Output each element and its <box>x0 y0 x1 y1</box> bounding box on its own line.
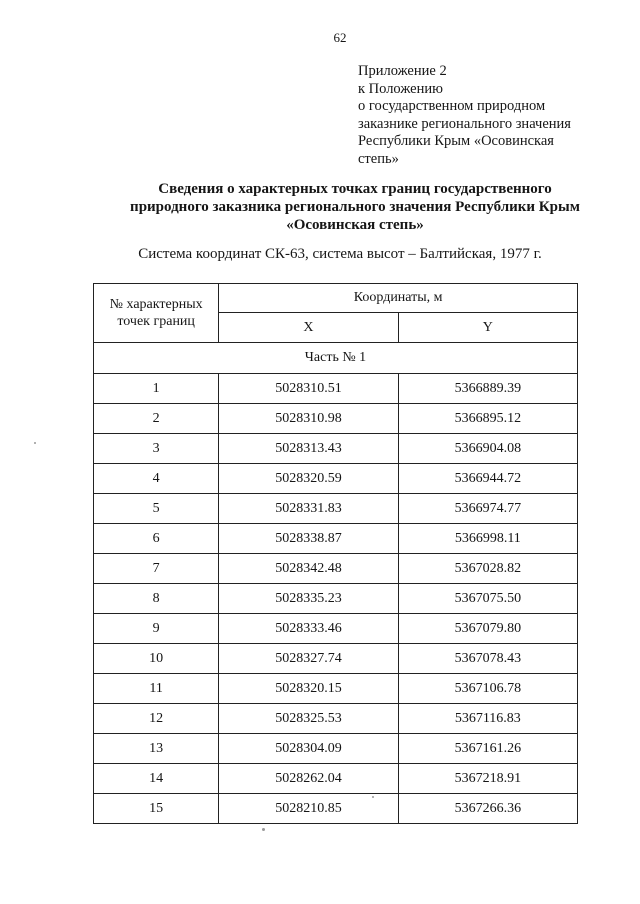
table-row <box>94 374 578 404</box>
document-title <box>70 180 640 234</box>
header-y: Y <box>398 313 577 343</box>
table-row <box>94 704 578 734</box>
y-coordinate-cell: 5367218.91 <box>398 764 577 794</box>
title-line: Сведения о характерных точках границ государственного <box>158 181 552 197</box>
x-coordinate-cell: 5028310.51 <box>219 374 398 404</box>
header-points: № характерных точек границ <box>94 284 219 343</box>
y-coordinate-cell: 5367075.50 <box>398 584 577 614</box>
point-number-cell: 12 <box>94 704 219 734</box>
table-row <box>94 404 578 434</box>
table-row <box>94 584 578 614</box>
x-coordinate-cell: 5028320.15 <box>219 674 398 704</box>
point-number-cell: 14 <box>94 764 219 794</box>
table-row <box>94 674 578 704</box>
table-row <box>94 554 578 584</box>
y-coordinate-cell: 5367106.78 <box>398 674 577 704</box>
appendix-line: к Положению <box>358 80 443 97</box>
coordinates-table <box>93 283 578 824</box>
x-coordinate-cell: 5028335.23 <box>219 584 398 614</box>
point-number-cell: 10 <box>94 644 219 674</box>
table-row <box>94 434 578 464</box>
y-coordinate-cell: 5366998.11 <box>398 524 577 554</box>
point-number-cell: 2 <box>94 404 219 434</box>
point-number-cell: 15 <box>94 794 219 824</box>
x-coordinate-cell: 5028327.74 <box>219 644 398 674</box>
point-number-cell: 5 <box>94 494 219 524</box>
point-number-cell: 8 <box>94 584 219 614</box>
x-coordinate-cell: 5028310.98 <box>219 404 398 434</box>
table-row <box>94 464 578 494</box>
appendix-line: степь» <box>358 150 399 167</box>
part-label: Часть № 1 <box>94 343 578 374</box>
x-coordinate-cell: 5028338.87 <box>219 524 398 554</box>
table-row <box>94 764 578 794</box>
y-coordinate-cell: 5366904.08 <box>398 434 577 464</box>
appendix-line: заказнике регионального значения <box>358 115 571 132</box>
y-coordinate-cell: 5367079.80 <box>398 614 577 644</box>
x-coordinate-cell: 5028325.53 <box>219 704 398 734</box>
y-coordinate-cell: 5367028.82 <box>398 554 577 584</box>
x-coordinate-cell: 5028262.04 <box>219 764 398 794</box>
x-coordinate-cell: 5028342.48 <box>219 554 398 584</box>
appendix-line: о государственном природном <box>358 98 546 114</box>
table-row <box>94 494 578 524</box>
y-coordinate-cell: 5367116.83 <box>398 704 577 734</box>
table-row <box>94 644 578 674</box>
y-coordinate-cell: 5366889.39 <box>398 374 577 404</box>
table-row <box>94 524 578 554</box>
x-coordinate-cell: 5028320.59 <box>219 464 398 494</box>
appendix-line: Приложение 2 <box>358 63 447 79</box>
x-coordinate-cell: 5028333.46 <box>219 614 398 644</box>
point-number-cell: 4 <box>94 464 219 494</box>
y-coordinate-cell: 5366895.12 <box>398 404 577 434</box>
coordinate-system-note: Система координат СК-63, система высот – Балтийская, 1977 г. <box>138 246 542 262</box>
point-number-cell: 13 <box>94 734 219 764</box>
table-row <box>94 614 578 644</box>
table-row <box>94 734 578 764</box>
title-line: «Осовинская степь» <box>286 217 424 233</box>
appendix-note <box>358 63 608 168</box>
scan-speck <box>34 442 36 444</box>
x-coordinate-cell: 5028331.83 <box>219 494 398 524</box>
y-coordinate-cell: 5367266.36 <box>398 794 577 824</box>
point-number-cell: 7 <box>94 554 219 584</box>
header-x: X <box>219 313 398 343</box>
y-coordinate-cell: 5366974.77 <box>398 494 577 524</box>
point-number-cell: 1 <box>94 374 219 404</box>
appendix-line: Республики Крым «Осовинская <box>358 133 554 149</box>
title-line: природного заказника регионального значения Республики Крым <box>130 199 580 215</box>
x-coordinate-cell: 5028210.85 <box>219 794 398 824</box>
x-coordinate-cell: 5028313.43 <box>219 434 398 464</box>
y-coordinate-cell: 5366944.72 <box>398 464 577 494</box>
y-coordinate-cell: 5367161.26 <box>398 734 577 764</box>
x-coordinate-cell: 5028304.09 <box>219 734 398 764</box>
point-number-cell: 9 <box>94 614 219 644</box>
table-row <box>94 794 578 824</box>
header-coordinates: Координаты, м <box>219 284 578 313</box>
y-coordinate-cell: 5367078.43 <box>398 644 577 674</box>
scan-speck <box>372 796 374 798</box>
page-number: 62 <box>333 30 347 45</box>
point-number-cell: 3 <box>94 434 219 464</box>
point-number-cell: 6 <box>94 524 219 554</box>
point-number-cell: 11 <box>94 674 219 704</box>
scan-speck <box>262 828 265 831</box>
